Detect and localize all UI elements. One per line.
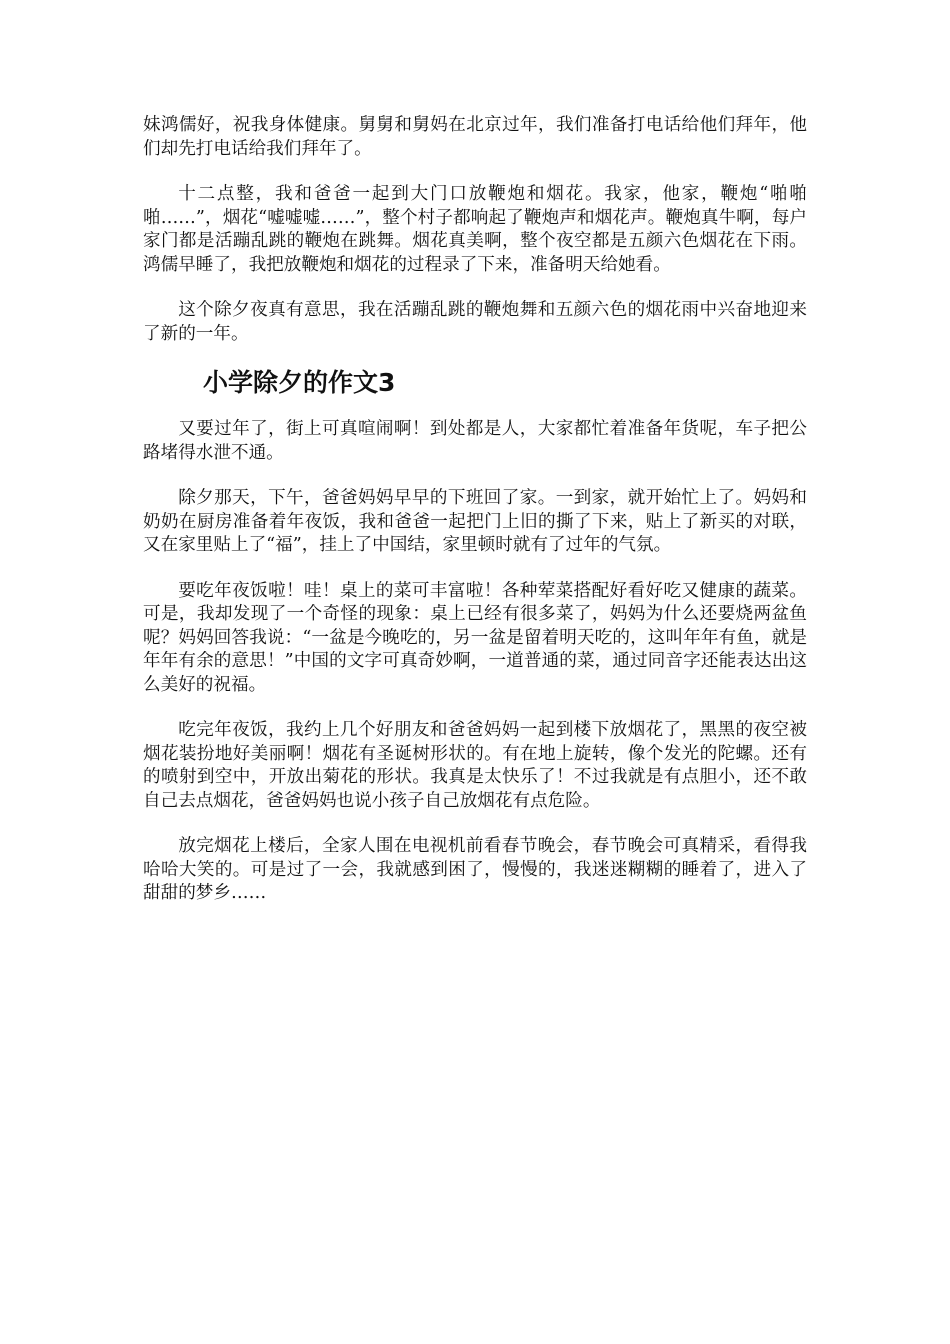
paragraph-reunion-dinner: 要吃年夜饭啦！哇！桌上的菜可丰富啦！各种荤菜搭配好看好吃又健康的蔬菜。可是，我却发现了一个奇怪的现象：桌上已经有很多菜了，妈妈为什么还要烧两盆鱼呢？妈妈回答我说：“一盆是今晚吃的，另一盆是留着明天吃的，这叫年年有鱼，就是年年有余的意思！”中国的文字可真奇妙啊，一道普通的菜，通过同音字还能表达出这么美好的祝福。	[143, 580, 807, 695]
document-body	[143, 114, 807, 928]
paragraph-fireworks-downstairs: 吃完年夜饭，我约上几个好朋友和爸爸妈妈一起到楼下放烟花了，黑黑的夜空被烟花装扮地好美丽啊！烟花有圣诞树形状的。有在地上旋转，像个发光的陀螺。还有的喷射到空中，开放出菊花的形状。我真是太快乐了！不过我就是有点胆小，还不敢自己去点烟花，爸爸妈妈也说小孩子自己放烟花有点危险。	[143, 720, 807, 811]
paragraph-street-busy: 又要过年了，街上可真喧闹啊！到处都是人，大家都忙着准备年货呢，车子把公路堵得水泄不通。	[143, 419, 807, 463]
paragraph-new-year-eve-afternoon: 除夕那天，下午，爸爸妈妈早早的下班回了家。一到家，就开始忙上了。妈妈和奶奶在厨房准备着年夜饭，我和爸爸一起把门上旧的撕了下来，贴上了新买的对联，又在家里贴上了“福”，挂上了中国结，家里顿时就有了过年的气氛。	[143, 488, 807, 555]
paragraph-new-year-eve-conclusion: 这个除夕夜真有意思，我在活蹦乱跳的鞭炮舞和五颜六色的烟花雨中兴奋地迎来了新的一年。	[143, 300, 807, 344]
paragraph-continued: 妹鸿儒好，祝我身体健康。舅舅和舅妈在北京过年，我们准备打电话给他们拜年，他们却先打电话给我们拜年了。	[143, 115, 807, 159]
essay-title: 小学除夕的作文3	[203, 368, 396, 397]
paragraph-spring-gala: 放完烟花上楼后，全家人围在电视机前看春节晚会，春节晚会可真精采，看得我哈哈大笑的。可是过了一会，我就感到困了，慢慢的，我迷迷糊糊的睡着了，进入了甜甜的梦乡……	[143, 836, 807, 903]
paragraph-fireworks-midnight: 十二点整，我和爸爸一起到大门口放鞭炮和烟花。我家，他家，鞭炮“啪啪啪……”，烟花“嘘嘘嘘……”，整个村子都响起了鞭炮声和烟花声。鞭炮真牛啊，每户家门都是活蹦乱跳的鞭炮在跳舞。烟花真美啊，整个夜空都是五颜六色烟花在下雨。鸿儒早睡了，我把放鞭炮和烟花的过程录了下来，准备明天给她看。	[143, 184, 807, 275]
